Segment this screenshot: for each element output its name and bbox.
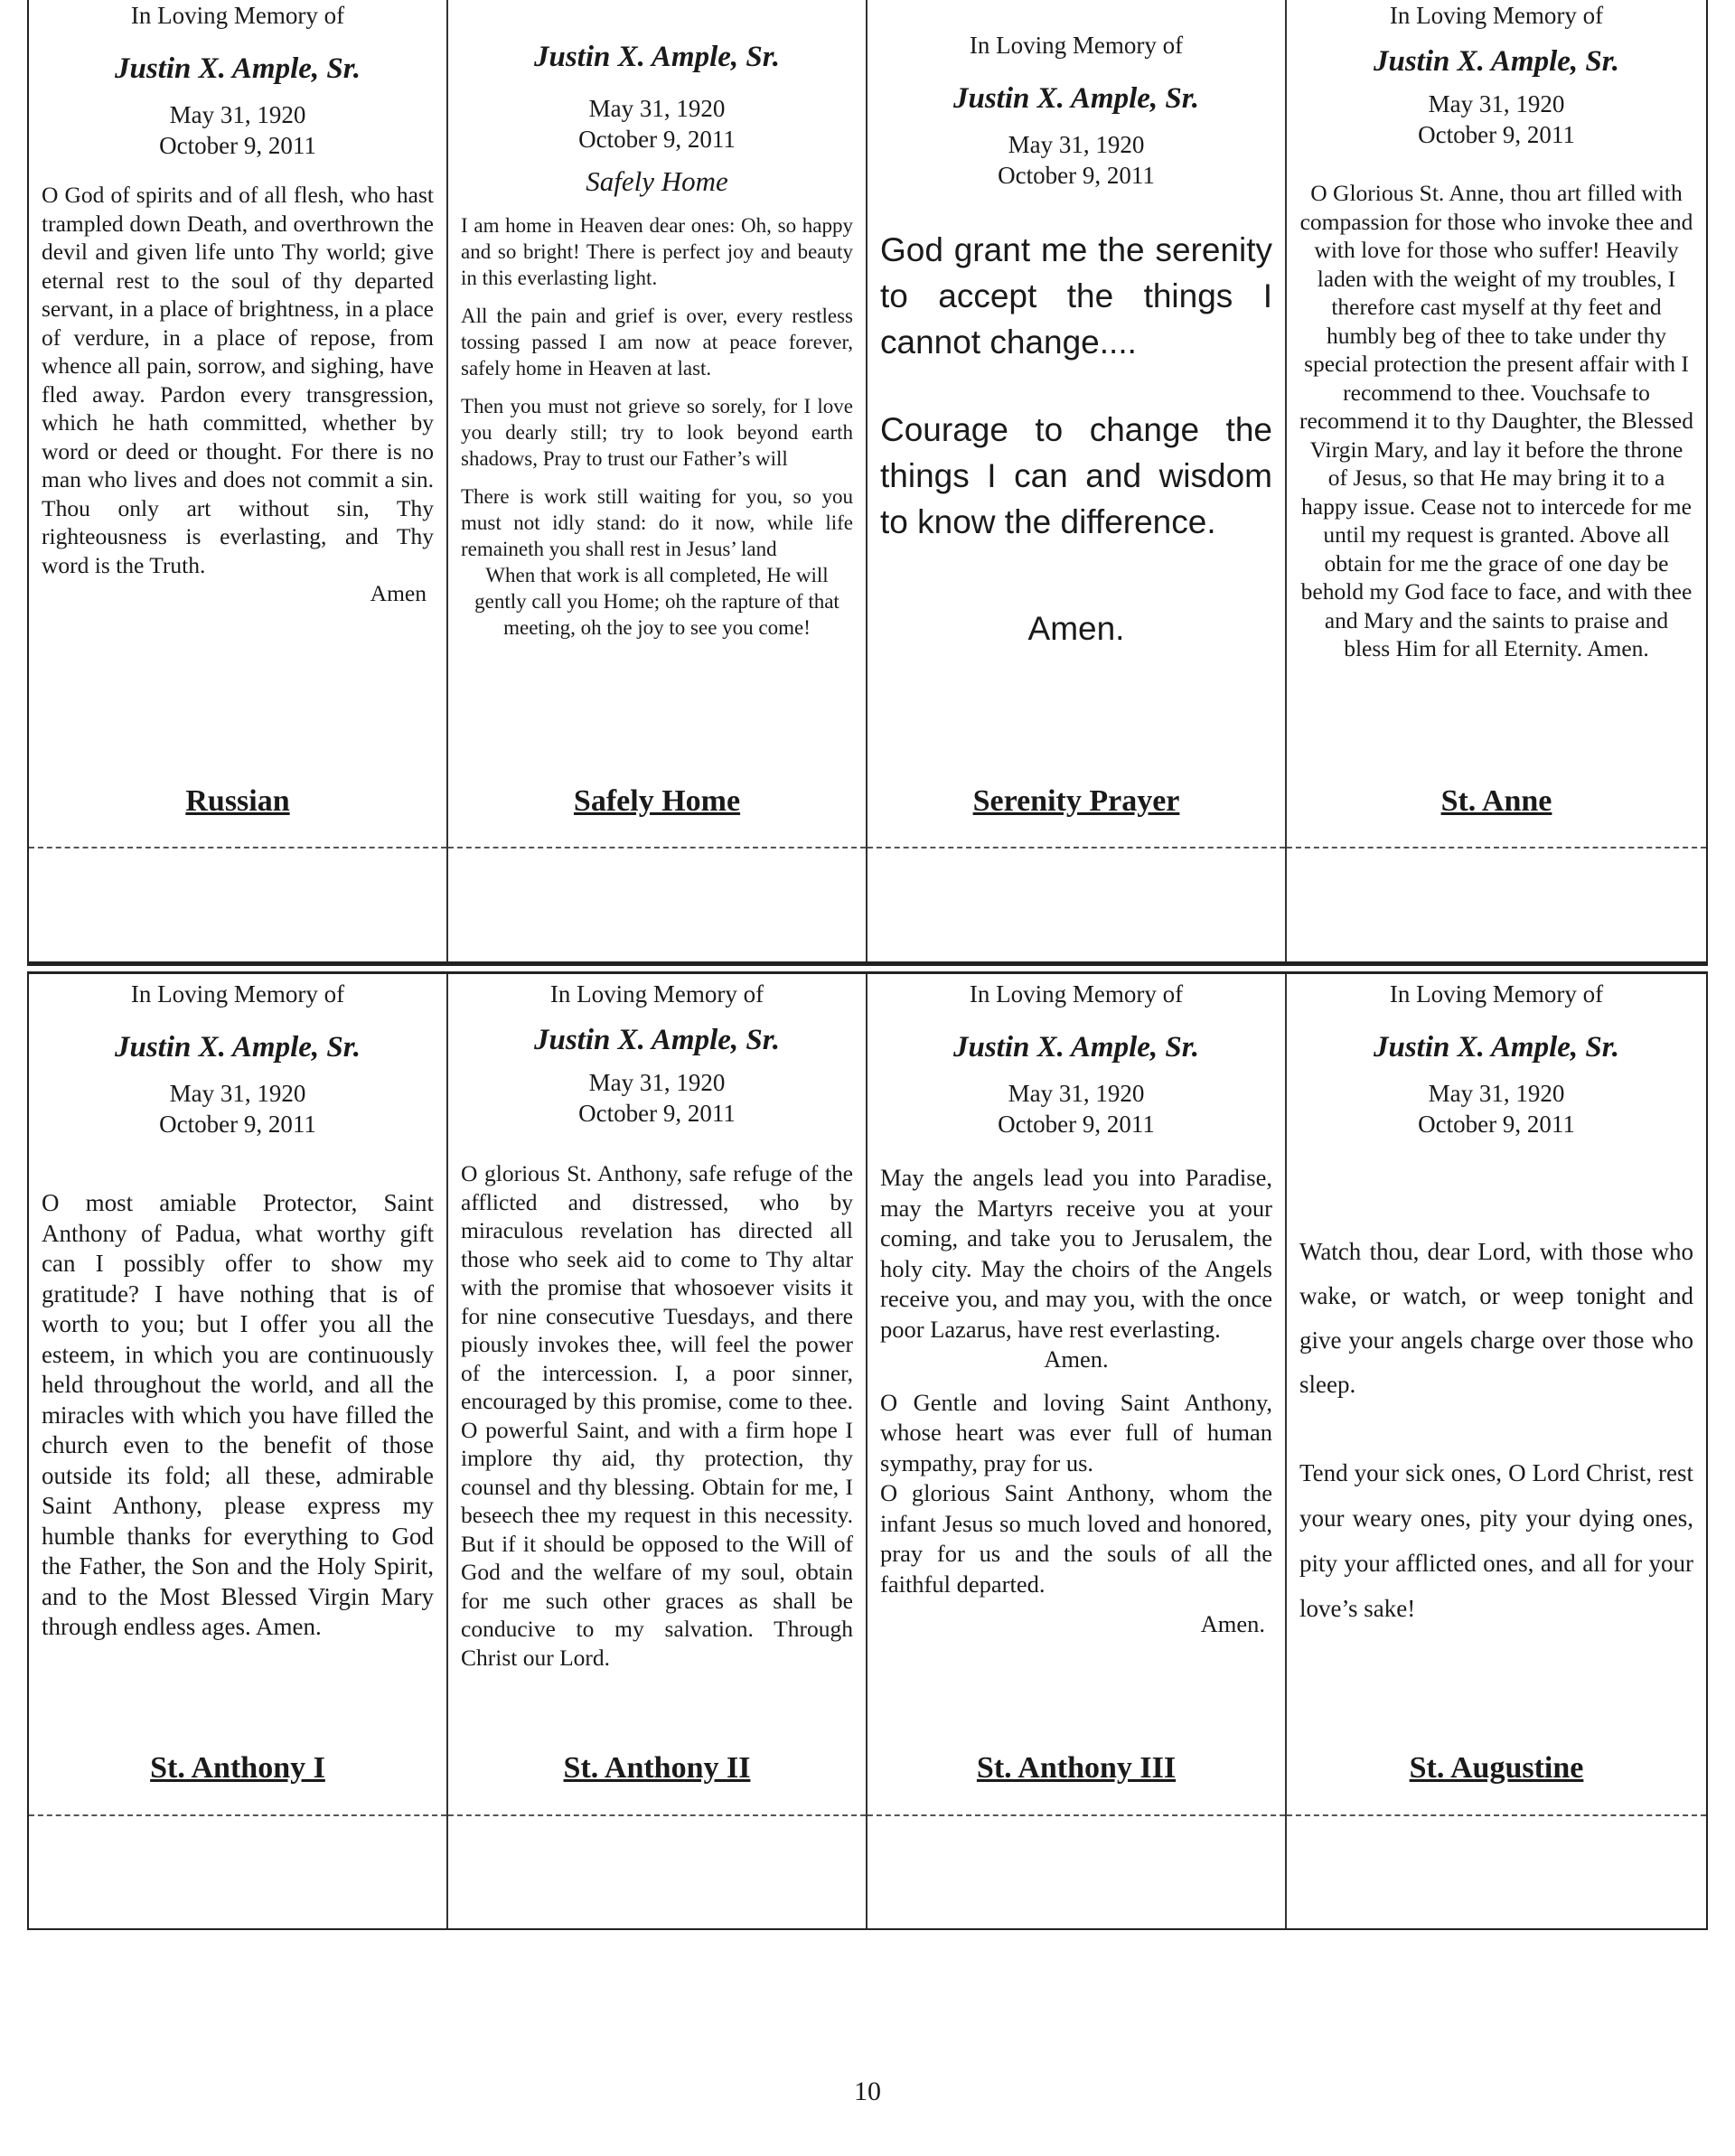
- card-title: St. Augustine: [1409, 1751, 1584, 1785]
- prayer-text: O Glorious St. Anne, thou art filled with compassion for those who invoke thee and with love for those who suffer! Heavily laden with the weight of my troubles, I therefore cast myself at thy feet and humbly beg of thee to take under thy special protection the present affair with I recommend to thee. Vouchsafe to recommend it to thy Daughter, the Blessed Virgin Mary, and lay it before the throne of Jesus, so that He may bring it to a happy issue. Cease not to intercede for me until my request is granted. Above all obtain for me the grace of one day be behold my God face to face, and with thee and Mary and the saints to praise and bless Him for all Eternity. Amen.: [1299, 180, 1693, 661]
- top-sheet: [27, 0, 1708, 966]
- cut-line: [1287, 847, 1706, 848]
- card-st-augustine: [1287, 974, 1706, 1928]
- prayer-text: May the angels lead you into Paradise, may the Martyrs receive you at your coming, and take you to Jerusalem, the holy city. May the choirs of the Angels receive you, and may you, with the once poor Lazarus, have rest everlasting.: [880, 1164, 1272, 1343]
- prayer-text: O most amiable Protector, Saint Anthony of Padua, what worthy gift can I possibly offer to show my gratitude? I have nothing that is of worth to you; but I offer you all the esteem, in which you are continuously held throughout the world, and all the miracles with which you have filled the church even to the benefit of those outside its fold; all these, admirable Saint Anthony, please express my humble thanks for everything to God the Father, the Son and the Holy Spirit, and to the Most Blessed Virgin Mary through endless ages. Amen.: [42, 1189, 434, 1640]
- cut-line: [1287, 1814, 1706, 1816]
- death-date: October 9, 2011: [1418, 1111, 1575, 1138]
- deceased-name: Justin X. Ample, Sr.: [1373, 45, 1620, 78]
- card-title: St. Anthony III: [976, 1751, 1177, 1785]
- deceased-name: Justin X. Ample, Sr.: [1373, 1031, 1620, 1064]
- poem-stanza: There is work still waiting for you, so you must not idly stand: do it now, while life remaineth you shall rest in Jesus’ land: [461, 485, 853, 560]
- card-title: Russian: [185, 784, 290, 818]
- poem-subtitle: Safely Home: [586, 165, 728, 197]
- death-date: October 9, 2011: [159, 132, 316, 159]
- card-st-anthony-3: [868, 974, 1287, 1928]
- birth-date: May 31, 1920: [1428, 1080, 1565, 1107]
- memorial-header: In Loving Memory of: [1389, 2, 1604, 29]
- amen-text: Amen.: [1044, 1345, 1109, 1373]
- card-st-anthony-2: [448, 974, 868, 1928]
- prayer-text: God grant me the serenity to accept the things I cannot change....: [880, 231, 1272, 361]
- poem-stanza: All the pain and grief is over, every restless tossing passed I am now at peace forever, safely home in Heaven at last.: [461, 305, 853, 380]
- memorial-header: In Loving Memory of: [549, 980, 764, 1008]
- card-title: St. Anthony II: [563, 1751, 751, 1785]
- amen-text: Amen: [370, 580, 427, 606]
- deceased-name: Justin X. Ample, Sr.: [114, 52, 361, 85]
- birth-date: May 31, 1920: [1008, 131, 1145, 158]
- prayer-text: Watch thou, dear Lord, with those who wake, or watch, or weep tonight and give your angels charge over those who sleep.: [1299, 1238, 1693, 1398]
- card-title: St. Anne: [1440, 784, 1552, 818]
- amen-text: Amen.: [1200, 1610, 1265, 1637]
- birth-date: May 31, 1920: [1428, 90, 1565, 117]
- cut-line: [868, 847, 1285, 848]
- card-safely-home: [448, 0, 868, 961]
- prayer-text: Courage to change the things I can and wisdom to know the difference.: [880, 411, 1272, 540]
- cut-line: [448, 1814, 866, 1816]
- deceased-name: Justin X. Ample, Sr.: [952, 82, 1200, 115]
- birth-date: May 31, 1920: [169, 1080, 306, 1107]
- death-date: October 9, 2011: [998, 1111, 1155, 1138]
- deceased-name: Justin X. Ample, Sr.: [533, 41, 781, 73]
- birth-date: May 31, 1920: [588, 1069, 726, 1096]
- deceased-name: Justin X. Ample, Sr.: [114, 1031, 361, 1064]
- poem-stanza: When that work is all completed, He will gently call you Home; oh the rapture of that meeting, oh the joy to see you come!: [474, 564, 839, 639]
- death-date: October 9, 2011: [1418, 121, 1575, 148]
- card-title: Safely Home: [573, 784, 741, 818]
- memorial-header: In Loving Memory of: [130, 980, 345, 1008]
- prayer-text: O God of spirits and of all flesh, who hast trampled down Death, and overthrown the devil and given life unto Thy world; give eternal rest to the soul of thy departed servant, in a place of brightness, in a place of verdure, in a place of repose, from whence all pain, sorrow, and sighing, have fled away. Pardon every transgression, which he hath committed, whether by word or deed or thought. For there is no man who lives and does not commit a sin. Thou only art without sin, Thy righteousness is everlasting, and Thy word is the Truth.: [42, 182, 434, 578]
- cut-line: [868, 1814, 1285, 1816]
- card-title: St. Anthony I: [150, 1751, 325, 1785]
- death-date: October 9, 2011: [159, 1111, 316, 1138]
- death-date: October 9, 2011: [578, 126, 736, 153]
- cut-line: [448, 847, 866, 848]
- birth-date: May 31, 1920: [169, 101, 306, 128]
- memorial-header: In Loving Memory of: [1389, 980, 1604, 1008]
- deceased-name: Justin X. Ample, Sr.: [533, 1024, 781, 1056]
- birth-date: May 31, 1920: [588, 95, 726, 122]
- card-st-anne: [1287, 0, 1706, 961]
- poem-stanza: Then you must not grieve so sorely, for I love you dearly still; try to look beyond earth shadows, Pray to trust our Father’s will: [461, 395, 853, 470]
- bottom-sheet: [27, 971, 1708, 1930]
- deceased-name: Justin X. Ample, Sr.: [952, 1031, 1200, 1064]
- page-number: 10: [854, 2076, 881, 2106]
- card-russian: [29, 0, 448, 961]
- memorial-header: In Loving Memory of: [969, 980, 1184, 1008]
- death-date: October 9, 2011: [998, 162, 1155, 189]
- cut-line: [29, 847, 446, 848]
- prayer-text: O Gentle and loving Saint Anthony, whose heart was ever full of human sympathy, pray for us.: [880, 1388, 1272, 1476]
- amen-text: Amen.: [1027, 610, 1125, 647]
- prayer-text: O glorious Saint Anthony, whom the infant Jesus so much loved and honored, pray for us and the souls of all the faithful departed.: [880, 1479, 1272, 1598]
- memorial-header: In Loving Memory of: [130, 2, 345, 29]
- poem-stanza: I am home in Heaven dear ones: Oh, so happy and so bright! There is perfect joy and beauty in this everlasting light.: [461, 214, 853, 289]
- birth-date: May 31, 1920: [1008, 1080, 1145, 1107]
- cut-line: [29, 1814, 446, 1816]
- prayer-text: O glorious St. Anthony, safe refuge of the afflicted and distressed, who by miraculous revelation has directed all those who seek aid to come to Thy altar with the promise that whosoever visits it for nine consecutive Tuesdays, and there piously invokes thee, will feel the power of the intercession. I, a poor sinner, encouraged by this promise, come to thee. O powerful Saint, and with a firm hope I implore thy aid, thy protection, thy counsel and thy blessing. Obtain for me, I beseech thee my request in this necessity. But if it should be opposed to the Will of God and the welfare of my soul, obtain for me such other graces as shall be conducive to my salvation. Through Christ our Lord.: [461, 1160, 853, 1671]
- card-st-anthony-1: [29, 974, 448, 1928]
- prayer-text: Tend your sick ones, O Lord Christ, rest your weary ones, pity your dying ones, pity your afflicted ones, and all for your love’s sake!: [1299, 1459, 1693, 1622]
- death-date: October 9, 2011: [578, 1100, 736, 1127]
- card-title: Serenity Prayer: [972, 784, 1180, 818]
- memorial-header: In Loving Memory of: [969, 32, 1184, 59]
- card-serenity-prayer: [868, 0, 1287, 961]
